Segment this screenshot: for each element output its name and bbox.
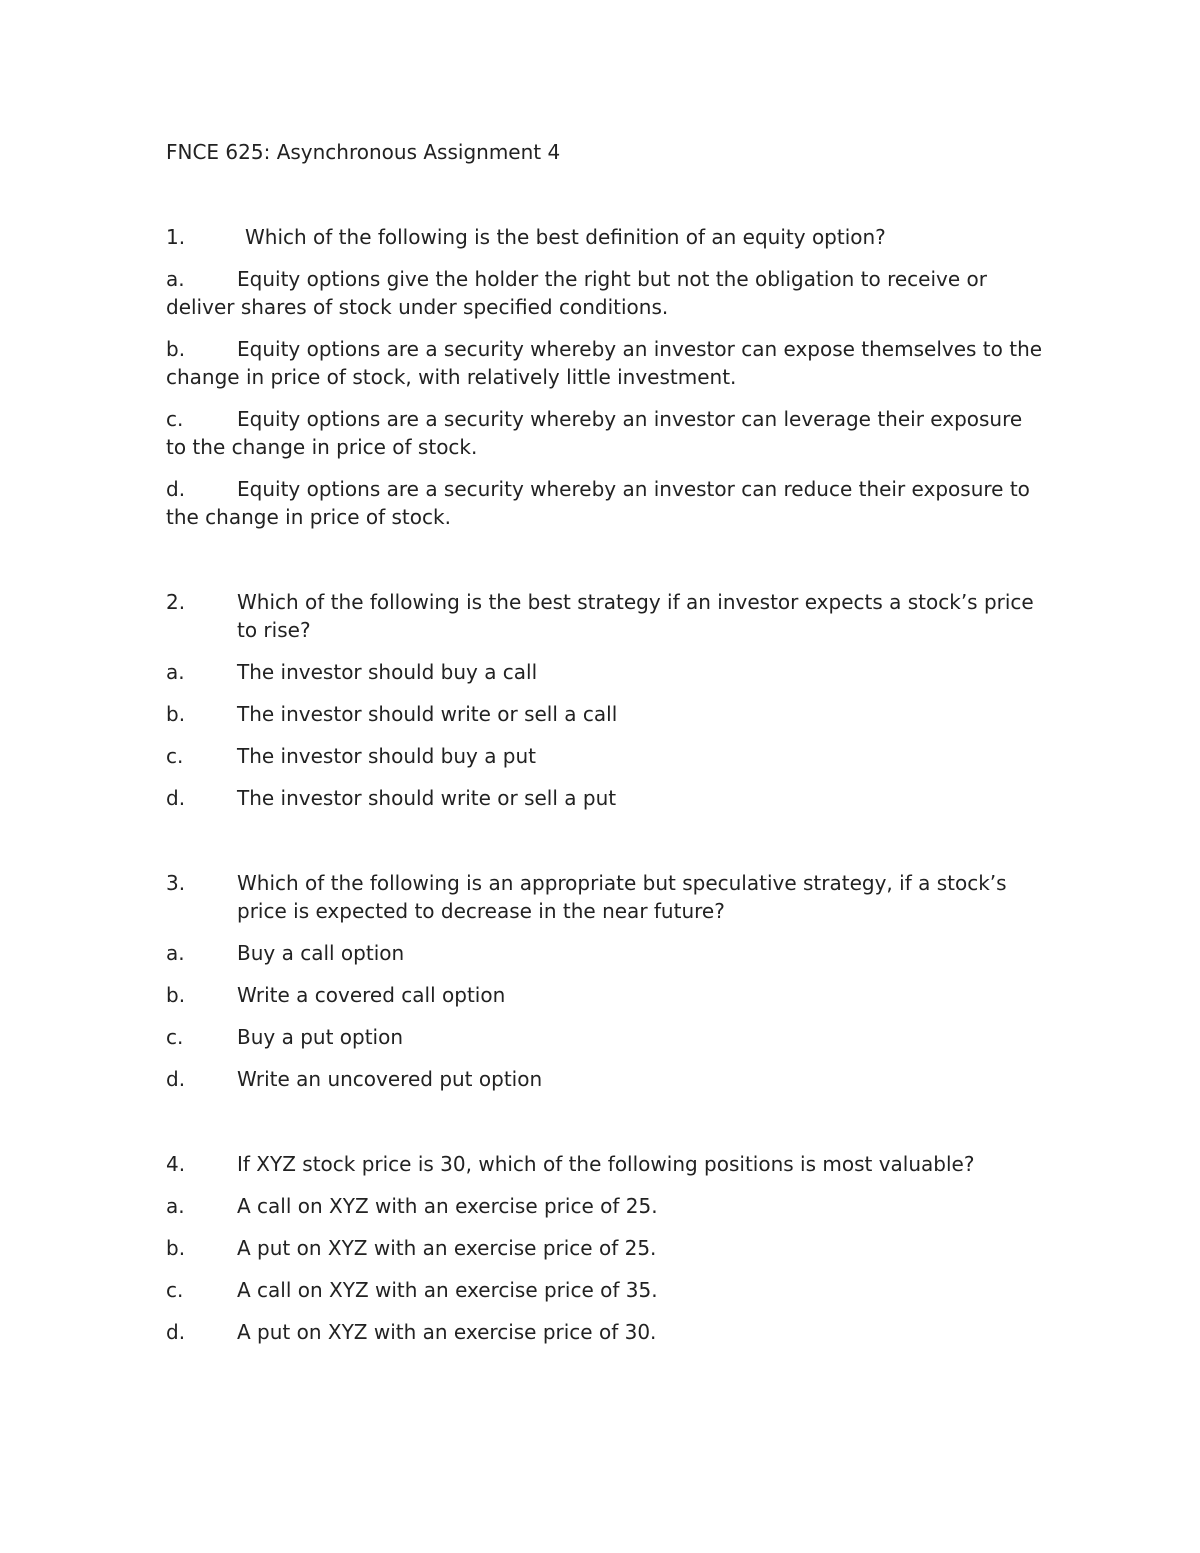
option-text: Buy a put option (237, 1025, 404, 1049)
answer-option (166, 335, 1046, 391)
option-text: Equity options are a security whereby an investor can reduce their exposure to the change in price of stock. (166, 477, 1030, 529)
option-text: A call on XYZ with an exercise price of 25. (237, 1194, 658, 1218)
option-letter: c. (166, 1278, 184, 1302)
option-text: Equity options are a security whereby an investor can expose themselves to the change in price of stock, with relatively little investment. (166, 337, 1043, 389)
question-stem (166, 1150, 1046, 1178)
option-letter: a. (166, 1194, 185, 1218)
option-letter: a. (166, 660, 185, 684)
option-text: Buy a call option (237, 941, 405, 965)
document-title: FNCE 625: Asynchronous Assignment 4 (166, 140, 561, 164)
option-letter: b. (166, 337, 186, 361)
spacer (166, 826, 1046, 869)
answer-option (166, 1023, 1046, 1051)
option-letter: b. (166, 702, 186, 726)
answer-option (166, 742, 1046, 770)
option-text: The investor should write or sell a call (237, 702, 618, 726)
option-letter: d. (166, 786, 186, 810)
option-text: A call on XYZ with an exercise price of 35. (237, 1278, 658, 1302)
question-1 (166, 223, 1046, 531)
question-text: Which of the following is the best strategy if an investor expects a stock’s price to rise? (237, 590, 1034, 642)
option-letter: d. (166, 1320, 186, 1344)
question-number: 1. (166, 225, 186, 249)
answer-option (166, 700, 1046, 728)
answer-option (166, 939, 1046, 967)
option-letter: c. (166, 744, 184, 768)
option-letter: d. (166, 477, 186, 501)
question-number: 2. (166, 590, 186, 614)
document-page (166, 138, 1046, 1360)
option-text: The investor should write or sell a put (237, 786, 617, 810)
question-text: If XYZ stock price is 30, which of the following positions is most valuable? (237, 1152, 975, 1176)
option-letter: b. (166, 983, 186, 1007)
question-stem (166, 869, 1046, 925)
question-4 (166, 1150, 1046, 1346)
spacer (166, 545, 1046, 588)
option-text: The investor should buy a put (237, 744, 537, 768)
answer-option (166, 1276, 1046, 1304)
question-number: 4. (166, 1152, 186, 1176)
option-letter: c. (166, 1025, 184, 1049)
option-text: A put on XYZ with an exercise price of 30. (237, 1320, 657, 1344)
answer-option (166, 405, 1046, 461)
question-number: 3. (166, 871, 186, 895)
option-text: Write an uncovered put option (237, 1067, 543, 1091)
option-text: Equity options give the holder the right but not the obligation to receive or deliver shares of stock under specified conditions. (166, 267, 987, 319)
answer-option (166, 475, 1046, 531)
answer-option (166, 1065, 1046, 1093)
question-stem (166, 223, 1046, 251)
answer-option (166, 265, 1046, 321)
answer-option (166, 1234, 1046, 1262)
answer-option (166, 1318, 1046, 1346)
answer-option (166, 784, 1046, 812)
question-stem (166, 588, 1046, 644)
question-text: Which of the following is an appropriate but speculative strategy, if a stock’s price is expected to decrease in the near future? (237, 871, 1007, 923)
question-text: Which of the following is the best definition of an equity option? (245, 225, 886, 249)
option-letter: a. (166, 941, 185, 965)
option-letter: a. (166, 267, 185, 291)
option-text: Write a covered call option (237, 983, 506, 1007)
option-text: The investor should buy a call (237, 660, 538, 684)
option-letter: c. (166, 407, 184, 431)
question-3 (166, 869, 1046, 1093)
option-letter: b. (166, 1236, 186, 1260)
answer-option (166, 658, 1046, 686)
option-text: A put on XYZ with an exercise price of 25. (237, 1236, 657, 1260)
option-text: Equity options are a security whereby an investor can leverage their exposure to the change in price of stock. (166, 407, 1023, 459)
question-2 (166, 588, 1046, 812)
option-letter: d. (166, 1067, 186, 1091)
answer-option (166, 981, 1046, 1009)
spacer (166, 1107, 1046, 1150)
answer-option (166, 1192, 1046, 1220)
